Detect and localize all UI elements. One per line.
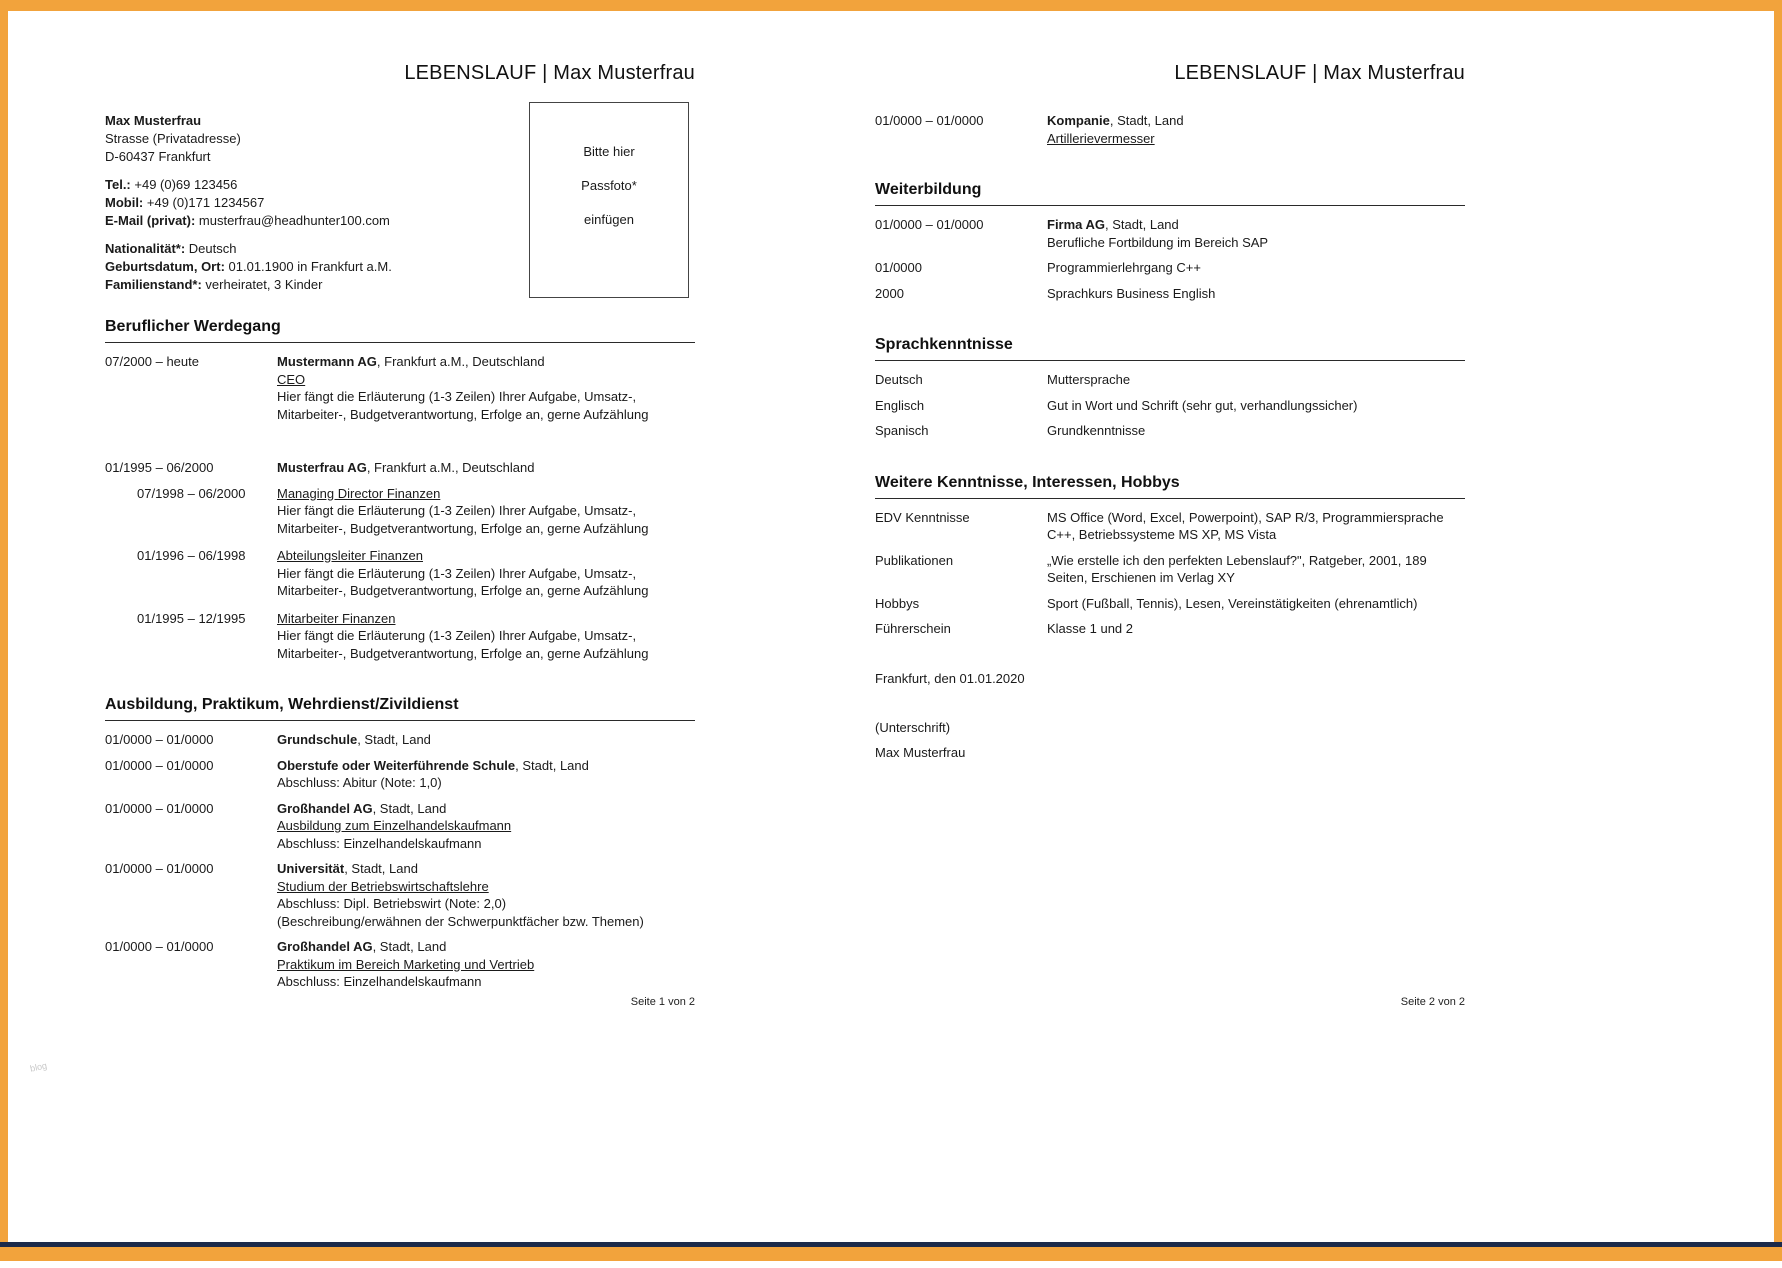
- photo-line: einfügen: [584, 212, 634, 227]
- entry-line: [1047, 552, 1465, 570]
- photo-line: Bitte hier: [583, 144, 635, 159]
- entry-content: [1047, 620, 1465, 638]
- contact-line: [105, 112, 392, 130]
- underlined-text: Abteilungsleiter Finanzen: [277, 548, 423, 563]
- contact-line: Nationalität*: Deutsch: [105, 241, 237, 256]
- bold-text: Universität: [277, 861, 345, 876]
- entry-line: [277, 645, 695, 663]
- contact-label: Tel.:: [105, 177, 131, 192]
- entry-content: [1047, 285, 1465, 303]
- entry-line: [277, 459, 695, 477]
- plain-text: „Wie erstelle ich den perfekten Lebenslauf?", Ratgeber, 2001, 189: [1047, 552, 1427, 568]
- plain-text: , Stadt, Land: [344, 861, 418, 876]
- signature-name: Max Musterfrau: [875, 744, 966, 760]
- entry-line: [1047, 285, 1465, 303]
- section-heading: Weiterbildung: [875, 181, 1465, 206]
- section-weitere-kenntnisse: [875, 474, 1465, 638]
- plain-text: Sport (Fußball, Tennis), Lesen, Vereinstätigkeiten (ehrenamtlich): [1047, 595, 1418, 611]
- entry-line: [1047, 371, 1465, 389]
- bold-text: Oberstufe oder Weiterführende Schule: [277, 757, 516, 773]
- plain-text: Mitarbeiter-, Budgetverantwortung, Erfolge an, gerne Aufzählung: [277, 520, 649, 536]
- entry-date: Publikationen: [875, 552, 954, 568]
- underlined-text: CEO: [277, 371, 306, 387]
- plain-text: Gut in Wort und Schrift (sehr gut, verhandlungssicher): [1047, 397, 1358, 413]
- entry-list: [105, 731, 695, 991]
- plain-text: Berufliche Fortbildung im Bereich SAP: [1047, 234, 1269, 250]
- entry-line: [277, 817, 695, 835]
- entry-line: [277, 502, 695, 520]
- entry-date: 01/0000 – 01/0000: [875, 113, 984, 128]
- cv-entry: [105, 610, 695, 663]
- contact-line: D-60437 Frankfurt: [105, 149, 211, 164]
- entry-line: [277, 731, 695, 749]
- contact-photo-row: [105, 112, 695, 298]
- entry-line: [1047, 130, 1465, 148]
- section-heading: Sprachkenntnisse: [875, 336, 1465, 361]
- entry-date: 01/1996 – 06/1998: [137, 548, 246, 563]
- frame-top-bar: [0, 0, 1782, 11]
- entry-content: [1047, 216, 1465, 251]
- entry-date: Führerschein: [875, 621, 951, 636]
- entry-date: Spanisch: [875, 423, 929, 438]
- plain-text: , Frankfurt a.M., Deutschland: [376, 354, 545, 369]
- plain-text: , Stadt, Land: [372, 800, 447, 816]
- contact-label: Mobil:: [105, 195, 144, 210]
- signature-label: (Unterschrift): [875, 720, 951, 735]
- entry-list: [875, 371, 1465, 440]
- entry-content: [277, 938, 695, 991]
- entry-line: [1047, 526, 1465, 544]
- photo-line: Passfoto*: [581, 178, 637, 193]
- plain-text: Klasse 1 und 2: [1047, 621, 1134, 636]
- section-sprachkenntnisse: [875, 336, 1465, 440]
- entry-date: 01/0000 – 01/0000: [105, 939, 214, 954]
- contact-line: Familienstand*: verheiratet, 3 Kinder: [105, 277, 323, 292]
- entry-date: Hobbys: [875, 595, 920, 611]
- cv-entry: [875, 509, 1465, 544]
- entry-content: [277, 353, 695, 423]
- plain-text: Seiten, Erschienen im Verlag XY: [1047, 570, 1235, 585]
- entry-line: [277, 610, 695, 628]
- entry-line: [277, 582, 695, 600]
- entry-content: [277, 860, 695, 930]
- cv-entry: [875, 422, 1465, 440]
- plain-text: Mitarbeiter-, Budgetverantwortung, Erfolge an, gerne Aufzählung: [277, 406, 649, 422]
- entry-list: [875, 509, 1465, 638]
- entry-date: Englisch: [875, 397, 925, 413]
- cv-entry: [105, 485, 695, 538]
- entry-line: [277, 353, 695, 371]
- entry-content: [277, 800, 695, 853]
- plain-text: (Beschreibung/erwähnen der Schwerpunktfächer bzw. Themen): [277, 913, 644, 929]
- underlined-text: Managing Director Finanzen: [277, 485, 441, 501]
- plain-text: MS Office (Word, Excel, Powerpoint), SAP R/3, Programmiersprache: [1047, 509, 1444, 525]
- plain-text: , Stadt, Land: [372, 939, 447, 954]
- plain-text: Grundkenntnisse: [1047, 423, 1146, 438]
- cv-entry: [105, 731, 695, 749]
- cv-entry: [105, 459, 695, 477]
- entry-date: Deutsch: [875, 372, 923, 387]
- plain-text: Hier fängt die Erläuterung (1-3 Zeilen) Ihrer Aufgabe, Umsatz-,: [277, 628, 637, 643]
- entry-line: [277, 406, 695, 424]
- section-heading: Weitere Kenntnisse, Interessen, Hobbys: [875, 474, 1465, 499]
- entry-line: [1047, 422, 1465, 440]
- cv-entry: [875, 259, 1465, 277]
- entry-content: [1047, 595, 1465, 613]
- contact-label: Nationalität*:: [105, 241, 186, 256]
- entry-content: [277, 610, 695, 663]
- underlined-text: Artillerievermesser: [1047, 130, 1155, 146]
- entry-content: [1047, 397, 1465, 415]
- entry-line: [1047, 569, 1465, 587]
- entry-line: [277, 835, 695, 853]
- entry-date: 01/0000 – 01/0000: [105, 757, 214, 773]
- contact-line: Geburtsdatum, Ort: 01.01.1900 in Frankfurt a.M.: [105, 259, 392, 274]
- bold-text: Musterfrau AG: [277, 460, 367, 475]
- plain-text: Sprachkurs Business English: [1047, 285, 1216, 301]
- entry-line: [277, 878, 695, 896]
- underlined-text: Ausbildung zum Einzelhandelskaufmann: [277, 818, 512, 833]
- plain-text: Muttersprache: [1047, 372, 1131, 387]
- entry-date: 01/1995 – 06/2000: [105, 460, 214, 475]
- plain-text: , Stadt, Land: [1109, 113, 1184, 128]
- cv-page-2: [875, 52, 1465, 761]
- entry-line: [1047, 620, 1465, 638]
- cv-page-1: [105, 52, 695, 999]
- entry-date: 01/0000 – 01/0000: [875, 217, 984, 232]
- plain-text: Abschluss: Dipl. Betriebswirt (Note: 2,0): [277, 896, 507, 911]
- entry-date: 01/1995 – 12/1995: [137, 610, 246, 626]
- bold-text: Firma AG: [1047, 217, 1106, 232]
- entry-line: [1047, 216, 1465, 234]
- entry-line: [1047, 509, 1465, 527]
- entry-content: [1047, 552, 1465, 587]
- entry-content: [1047, 509, 1465, 544]
- contact-label: Max Musterfrau: [105, 113, 202, 128]
- page2-title: LEBENSLAUF | Max Musterfrau: [1174, 62, 1465, 84]
- cv-entry: [875, 552, 1465, 587]
- entry-line: [277, 973, 695, 991]
- section-ausbildung: [105, 696, 695, 991]
- entry-date: EDV Kenntnisse: [875, 509, 970, 525]
- frame-left-bar: [0, 0, 8, 1248]
- cv-entry: [105, 353, 695, 423]
- bold-text: Großhandel AG: [277, 800, 373, 816]
- entry-line: [277, 520, 695, 538]
- entry-line: [1047, 595, 1465, 613]
- entry-content: [1047, 112, 1465, 147]
- entry-date: 01/0000: [875, 260, 922, 275]
- plain-text: Hier fängt die Erläuterung (1-3 Zeilen) Ihrer Aufgabe, Umsatz-,: [277, 503, 637, 518]
- entry-line: [277, 800, 695, 818]
- entry-line: [1047, 397, 1465, 415]
- entry-date: 01/0000 – 01/0000: [105, 861, 214, 876]
- cv-entry: [875, 620, 1465, 638]
- page2-footer: Seite 2 von 2: [1400, 996, 1465, 1008]
- plain-text: C++, Betriebssysteme MS XP, MS Vista: [1047, 527, 1277, 542]
- entry-line: [277, 485, 695, 503]
- section-weiterbildung: [875, 181, 1465, 302]
- entry-content: [277, 731, 695, 749]
- entry-list: [105, 353, 695, 662]
- contact-line: E-Mail (privat): musterfrau@headhunter100.com: [105, 213, 390, 228]
- entry-content: [277, 459, 695, 477]
- entry-line: [277, 895, 695, 913]
- bold-text: Grundschule: [277, 732, 358, 747]
- continued-entry-list: [875, 112, 1465, 147]
- contact-block: [105, 112, 392, 294]
- bold-text: Mustermann AG: [277, 354, 377, 369]
- cv-entry: [875, 112, 1465, 147]
- plain-text: Mitarbeiter-, Budgetverantwortung, Erfolge an, gerne Aufzählung: [277, 645, 649, 661]
- entry-date: 01/0000 – 01/0000: [105, 800, 214, 816]
- cv-entry: [875, 285, 1465, 303]
- entry-line: [277, 938, 695, 956]
- section-beruflicher-werdegang: [105, 318, 695, 662]
- cv-entry: [875, 595, 1465, 613]
- watermark: blog: [29, 1060, 48, 1074]
- closing-block: [875, 670, 1465, 762]
- entry-line: [277, 956, 695, 974]
- entry-content: [1047, 371, 1465, 389]
- contact-label: E-Mail (privat):: [105, 213, 196, 228]
- frame-bottom-bar: [0, 1247, 1782, 1261]
- entry-line: [277, 913, 695, 931]
- entry-line: [277, 565, 695, 583]
- plain-text: Programmierlehrgang C++: [1047, 260, 1201, 275]
- section-heading: Ausbildung, Praktikum, Wehrdienst/Zivildienst: [105, 696, 695, 721]
- underlined-text: Studium der Betriebswirtschaftslehre: [277, 878, 489, 894]
- entry-line: [1047, 112, 1465, 130]
- cv-entry: [105, 860, 695, 930]
- plain-text: Hier fängt die Erläuterung (1-3 Zeilen) Ihrer Aufgabe, Umsatz-,: [277, 389, 637, 404]
- cv-entry: [105, 547, 695, 600]
- page1-title: LEBENSLAUF | Max Musterfrau: [404, 62, 695, 84]
- entry-date: 07/1998 – 06/2000: [137, 485, 246, 501]
- entry-content: [1047, 259, 1465, 277]
- entry-list: [875, 216, 1465, 302]
- entry-line: [277, 774, 695, 792]
- plain-text: Abschluss: Einzelhandelskaufmann: [277, 974, 482, 989]
- entry-line: [277, 860, 695, 878]
- plain-text: Abschluss: Einzelhandelskaufmann: [277, 835, 482, 851]
- cv-entry: [875, 371, 1465, 389]
- plain-text: , Stadt, Land: [515, 757, 589, 773]
- cv-entry: [875, 216, 1465, 251]
- contact-line: Strasse (Privatadresse): [105, 131, 241, 146]
- place-date-line: Frankfurt, den 01.01.2020: [875, 670, 1025, 686]
- cv-entry: [105, 938, 695, 991]
- plain-text: Abschluss: Abitur (Note: 1,0): [277, 775, 442, 790]
- plain-text: , Frankfurt a.M., Deutschland: [366, 460, 535, 475]
- underlined-text: Mitarbeiter Finanzen: [277, 610, 396, 626]
- section-heading: Beruflicher Werdegang: [105, 318, 695, 343]
- contact-line: Mobil: +49 (0)171 1234567: [105, 195, 265, 210]
- underlined-text: Praktikum im Bereich Marketing und Vertrieb: [277, 956, 535, 972]
- photo-placeholder-box: [529, 102, 689, 298]
- entry-content: [277, 547, 695, 600]
- entry-content: [277, 485, 695, 538]
- entry-content: [277, 757, 695, 792]
- contact-label: Familienstand*:: [105, 277, 202, 292]
- cv-entry: [105, 800, 695, 853]
- plain-text: Hier fängt die Erläuterung (1-3 Zeilen) Ihrer Aufgabe, Umsatz-,: [277, 565, 637, 581]
- contact-label: Geburtsdatum, Ort:: [105, 259, 225, 274]
- entry-line: [1047, 259, 1465, 277]
- entry-line: [277, 547, 695, 565]
- entry-line: [1047, 234, 1465, 252]
- entry-line: [277, 388, 695, 406]
- page1-footer: Seite 1 von 2: [630, 996, 695, 1008]
- cv-entry: [105, 757, 695, 792]
- bold-text: Großhandel AG: [277, 939, 373, 954]
- entry-date: 2000: [875, 285, 904, 301]
- entry-line: [277, 627, 695, 645]
- plain-text: Mitarbeiter-, Budgetverantwortung, Erfolge an, gerne Aufzählung: [277, 583, 649, 598]
- entry-date: 07/2000 – heute: [105, 354, 199, 369]
- cv-entry: [875, 397, 1465, 415]
- entry-date: 01/0000 – 01/0000: [105, 732, 214, 747]
- contact-line: Tel.: +49 (0)69 123456: [105, 177, 238, 192]
- plain-text: , Stadt, Land: [357, 732, 431, 747]
- frame-right-bar: [1774, 0, 1782, 1248]
- entry-content: [1047, 422, 1465, 440]
- bold-text: Kompanie: [1047, 113, 1110, 128]
- plain-text: , Stadt, Land: [1105, 217, 1179, 232]
- entry-line: [277, 757, 695, 775]
- entry-line: [277, 371, 695, 389]
